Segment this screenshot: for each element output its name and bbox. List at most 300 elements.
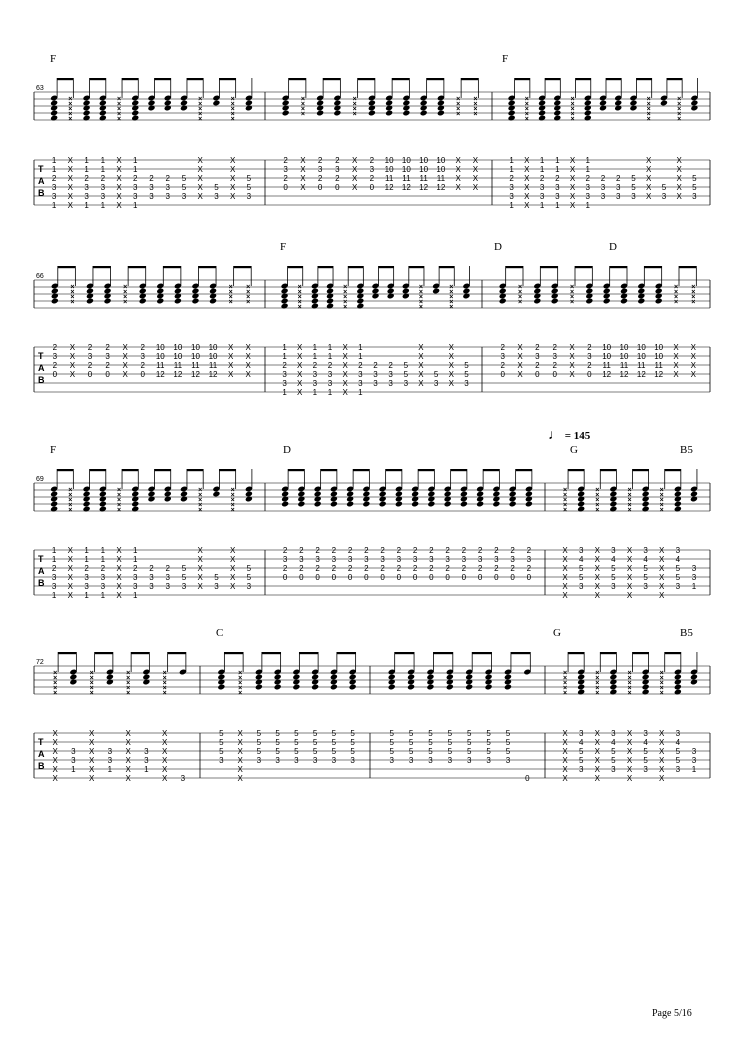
tab-fret: X xyxy=(455,174,461,183)
tab-fret: X xyxy=(646,156,652,165)
tab-fret: 2 xyxy=(87,343,93,352)
tab-fret: 3 xyxy=(275,756,280,765)
tab-fret: 3 xyxy=(133,582,138,591)
tab-fret: 2 xyxy=(317,174,323,183)
x-notehead: × xyxy=(116,111,122,118)
x-notehead: × xyxy=(646,96,651,103)
x-notehead: × xyxy=(230,96,235,103)
beam xyxy=(163,266,181,268)
notehead xyxy=(674,501,682,508)
tab-fret: X xyxy=(229,183,236,192)
tab-fret: X xyxy=(594,747,600,756)
tab-fret: 2 xyxy=(461,546,467,555)
notehead xyxy=(603,293,611,300)
notehead xyxy=(388,684,396,691)
x-notehead: × xyxy=(297,284,302,291)
beam xyxy=(427,78,444,80)
tab-fret: 0 xyxy=(477,573,483,582)
tab-fret: 3 xyxy=(611,765,616,774)
notehead xyxy=(642,689,650,696)
notehead xyxy=(437,110,445,117)
tab-fret: 3 xyxy=(149,183,154,192)
tab-fret: 0 xyxy=(335,183,340,192)
notehead xyxy=(642,506,650,513)
tab-fret: 5 xyxy=(350,729,355,738)
notehead xyxy=(620,298,628,305)
notehead xyxy=(209,298,217,305)
tab-fret: X xyxy=(524,201,530,210)
tab-fret: 3 xyxy=(214,192,219,201)
tab-fret: 5 xyxy=(464,370,469,379)
notehead xyxy=(508,100,516,107)
tab-fret: 3 xyxy=(165,192,170,201)
tab-fret: 5 xyxy=(611,564,616,573)
tab-fret: 2 xyxy=(445,564,450,573)
x-notehead: × xyxy=(230,487,235,494)
notehead xyxy=(437,100,445,107)
x-notehead: × xyxy=(569,284,575,291)
tab-fret: X xyxy=(116,192,122,201)
notehead xyxy=(642,684,650,691)
tab-fret: 2 xyxy=(429,564,434,573)
tab-fret: X xyxy=(52,756,58,765)
beam xyxy=(461,78,478,80)
x-notehead: × xyxy=(673,294,679,301)
x-notehead: × xyxy=(230,502,235,509)
x-notehead: × xyxy=(677,111,682,118)
notehead xyxy=(50,501,58,508)
notehead xyxy=(180,496,188,503)
notehead xyxy=(156,293,164,300)
notehead xyxy=(432,288,440,295)
notehead xyxy=(577,506,585,513)
tab-fret: X xyxy=(646,174,652,183)
tab-fret: 3 xyxy=(555,192,560,201)
tab-fret: 3 xyxy=(282,370,287,379)
tab-fret: 2 xyxy=(552,361,557,370)
tab-fret: X xyxy=(626,729,633,738)
notehead xyxy=(164,105,172,112)
tab-fret: X xyxy=(562,591,568,600)
tab-fret: 2 xyxy=(100,174,106,183)
tab-fret: 3 xyxy=(461,555,467,564)
tab-fret: 2 xyxy=(477,546,483,555)
tab-fret: X xyxy=(52,747,58,756)
notehead xyxy=(462,288,470,295)
tab-fret: 2 xyxy=(358,361,363,370)
tab-fret: 5 xyxy=(219,729,224,738)
beam xyxy=(337,652,356,654)
notehead xyxy=(311,288,319,295)
x-notehead: × xyxy=(238,670,243,677)
chord-label: F xyxy=(50,53,57,65)
tab-fret: X xyxy=(659,738,665,747)
tab-fret: X xyxy=(300,165,306,174)
tab-fret: 2 xyxy=(52,343,58,352)
tab-fret: 2 xyxy=(509,174,514,183)
beam xyxy=(633,652,649,654)
beam xyxy=(379,266,394,268)
beam xyxy=(289,78,306,80)
tab-clef: T xyxy=(38,554,44,564)
x-notehead: × xyxy=(126,680,131,687)
tab-fret: X xyxy=(88,747,95,756)
tab-fret: 0 xyxy=(317,183,323,192)
x-notehead: × xyxy=(198,116,203,123)
x-notehead: × xyxy=(449,289,454,296)
notehead xyxy=(326,293,334,300)
tab-fret: 2 xyxy=(149,174,154,183)
tab-fret: 11 xyxy=(156,361,165,370)
tab-fret: 3 xyxy=(219,756,224,765)
tab-fret: 0 xyxy=(429,573,434,582)
tab-fret: 3 xyxy=(691,756,697,765)
tab-fret: 2 xyxy=(84,174,89,183)
x-notehead: × xyxy=(517,294,523,301)
x-notehead: × xyxy=(68,101,73,108)
x-notehead: × xyxy=(595,680,600,687)
x-notehead: × xyxy=(563,670,568,677)
tab-fret: 2 xyxy=(282,546,288,555)
x-notehead: × xyxy=(116,101,122,108)
notehead xyxy=(164,496,172,503)
notehead xyxy=(599,105,607,112)
tab-fret: X xyxy=(562,564,568,573)
tab-fret: 3 xyxy=(52,352,58,361)
tab-fret: 1 xyxy=(282,388,287,397)
tab-fret: 2 xyxy=(369,174,375,183)
notehead xyxy=(637,288,645,295)
notehead xyxy=(509,501,517,508)
tab-fret: 0 xyxy=(461,573,467,582)
tab-fret: 3 xyxy=(181,582,187,591)
notehead xyxy=(388,679,396,686)
tab-fret: 1 xyxy=(100,156,106,165)
tab-fret: 3 xyxy=(373,379,378,388)
x-notehead: × xyxy=(627,670,632,677)
x-notehead: × xyxy=(563,680,568,687)
tab-fret: X xyxy=(125,738,131,747)
tab-fret: 5 xyxy=(403,370,409,379)
tab-fret: 2 xyxy=(165,174,170,183)
tab-fret: 3 xyxy=(692,192,697,201)
notehead xyxy=(131,110,139,117)
notehead xyxy=(212,100,220,107)
x-notehead: × xyxy=(198,492,203,499)
x-notehead: × xyxy=(691,284,696,291)
tab-fret: 12 xyxy=(436,183,446,192)
notehead xyxy=(191,298,199,305)
tab-fret: 1 xyxy=(585,165,590,174)
x-notehead: × xyxy=(116,502,122,509)
tab-fret: 0 xyxy=(140,370,145,379)
notehead xyxy=(446,679,454,686)
notehead xyxy=(362,501,370,508)
x-notehead: × xyxy=(691,289,696,296)
tab-fret: X xyxy=(67,555,74,564)
beam xyxy=(58,652,76,654)
notehead xyxy=(577,496,585,503)
tab-fret: 10 xyxy=(384,165,394,174)
tab-fret: X xyxy=(300,156,306,165)
tab-fret: X xyxy=(562,738,568,747)
x-notehead: × xyxy=(246,289,251,296)
tab-fret: 3 xyxy=(535,352,540,361)
tab-fret: 5 xyxy=(692,174,697,183)
beam xyxy=(633,469,649,471)
tab-fret: 1 xyxy=(84,201,89,210)
system-4 xyxy=(34,652,710,783)
x-notehead: × xyxy=(563,497,568,504)
notehead xyxy=(509,496,517,503)
tab-fret: X xyxy=(237,729,243,738)
tab-fret: 1 xyxy=(312,352,318,361)
notehead xyxy=(642,501,650,508)
tab-fret: X xyxy=(569,156,576,165)
notehead xyxy=(333,110,341,117)
tab-fret: X xyxy=(351,165,358,174)
x-notehead: × xyxy=(126,670,131,677)
notehead xyxy=(476,501,484,508)
notehead xyxy=(99,501,107,508)
notehead xyxy=(551,298,559,305)
tab-fret: 3 xyxy=(84,183,89,192)
beam xyxy=(386,469,402,471)
notehead xyxy=(156,288,164,295)
x-notehead: × xyxy=(627,497,632,504)
notehead xyxy=(83,501,91,508)
tab-fret: 2 xyxy=(616,174,621,183)
beam xyxy=(540,266,557,268)
tab-fret: 3 xyxy=(600,183,606,192)
tab-fret: 11 xyxy=(619,361,629,370)
notehead xyxy=(637,293,645,300)
notehead xyxy=(660,100,668,107)
tab-fret: X xyxy=(676,192,682,201)
tab-fret: 5 xyxy=(275,738,280,747)
tab-fret: 10 xyxy=(155,352,165,361)
x-notehead: × xyxy=(116,116,122,123)
tab-fret: 3 xyxy=(600,192,606,201)
notehead xyxy=(551,293,559,300)
beam xyxy=(358,78,375,80)
notehead xyxy=(131,501,139,508)
tab-fret: 2 xyxy=(364,546,369,555)
x-notehead: × xyxy=(68,492,73,499)
chord-label: G xyxy=(570,444,578,456)
tab-fret: 12 xyxy=(191,370,200,379)
chord-label: D xyxy=(283,444,291,456)
notehead xyxy=(485,684,493,691)
beam xyxy=(515,78,530,80)
notehead xyxy=(131,115,139,122)
tab-fret: X xyxy=(448,370,454,379)
notehead xyxy=(311,303,319,310)
tab-fret: X xyxy=(626,591,633,600)
tab-fret: X xyxy=(125,729,131,738)
tab-fret: X xyxy=(659,729,665,738)
notehead xyxy=(674,684,682,691)
notehead xyxy=(674,506,682,513)
x-notehead: × xyxy=(517,299,523,306)
notehead xyxy=(371,293,379,300)
tab-fret: X xyxy=(626,573,633,582)
notehead xyxy=(274,684,282,691)
notehead xyxy=(311,298,319,305)
tab-fret: 10 xyxy=(654,352,664,361)
tab-fret: 2 xyxy=(105,343,110,352)
tab-fret: 3 xyxy=(578,765,584,774)
notehead xyxy=(131,506,139,513)
notehead xyxy=(460,501,468,508)
notehead xyxy=(460,491,468,498)
tab-fret: 4 xyxy=(643,555,648,564)
tab-fret: 10 xyxy=(419,165,429,174)
notehead xyxy=(106,674,114,681)
tab-fret: 2 xyxy=(380,546,385,555)
tab-fret: 3 xyxy=(585,183,590,192)
tab-fret: X xyxy=(569,174,576,183)
notehead xyxy=(180,491,188,498)
tab-fret: 3 xyxy=(299,555,304,564)
notehead xyxy=(99,115,107,122)
tab-fret: 4 xyxy=(643,738,648,747)
tab-fret: X xyxy=(562,582,568,591)
notehead xyxy=(609,491,617,498)
notehead xyxy=(609,501,617,508)
tab-fret: X xyxy=(455,183,461,192)
notehead xyxy=(609,674,617,681)
chord-label: D xyxy=(494,241,502,253)
notehead xyxy=(504,679,512,686)
tab-fret: 5 xyxy=(611,573,616,582)
tab-fret: X xyxy=(161,756,168,765)
tab-fret: 11 xyxy=(384,174,394,183)
tab-fret: X xyxy=(122,352,128,361)
beam xyxy=(600,652,616,654)
tab-fret: X xyxy=(52,765,58,774)
tab-fret: X xyxy=(197,192,203,201)
x-notehead: × xyxy=(569,289,575,296)
tab-fret: X xyxy=(297,361,303,370)
notehead xyxy=(281,303,289,310)
tab-fret: X xyxy=(569,183,576,192)
tab-fret: 1 xyxy=(358,343,363,352)
notehead xyxy=(674,674,682,681)
x-notehead: × xyxy=(238,680,243,687)
tab-fret: X xyxy=(116,156,122,165)
notehead xyxy=(577,684,585,691)
tab-fret: X xyxy=(626,747,633,756)
x-notehead: × xyxy=(418,294,424,301)
tab-fret: 0 xyxy=(510,573,515,582)
tab-fret: X xyxy=(594,756,600,765)
tab-fret: 3 xyxy=(388,370,393,379)
tab-fret: 3 xyxy=(84,192,89,201)
tab-fret: 2 xyxy=(315,546,320,555)
tab-fret: 10 xyxy=(619,343,629,352)
tab-fret: 3 xyxy=(144,756,149,765)
tab-fret: X xyxy=(237,747,243,756)
notehead xyxy=(282,100,290,107)
notehead xyxy=(86,298,94,305)
notehead xyxy=(476,496,484,503)
notehead xyxy=(492,501,500,508)
tab-fret: X xyxy=(88,729,95,738)
tab-fret: 10 xyxy=(602,352,612,361)
tab-fret: X xyxy=(297,370,303,379)
tab-fret: 5 xyxy=(246,174,252,183)
tab-fret: X xyxy=(673,361,679,370)
x-notehead: × xyxy=(123,284,128,291)
notehead xyxy=(584,100,592,107)
x-notehead: × xyxy=(126,685,131,692)
notehead xyxy=(83,115,91,122)
tab-fret: X xyxy=(418,370,424,379)
notehead xyxy=(99,110,107,117)
notehead xyxy=(426,674,434,681)
notehead xyxy=(349,674,357,681)
tab-fret: X xyxy=(594,564,600,573)
tab-fret: X xyxy=(418,361,424,370)
notehead xyxy=(316,100,324,107)
notehead xyxy=(297,496,305,503)
tab-fret: X xyxy=(122,343,128,352)
tab-fret: 2 xyxy=(331,546,337,555)
tab-fret: X xyxy=(125,756,131,765)
tab-fret: 3 xyxy=(246,582,252,591)
tab-fret: 1 xyxy=(100,546,106,555)
notehead xyxy=(427,496,435,503)
tab-fret: 1 xyxy=(100,165,106,174)
tab-fret: X xyxy=(626,774,633,783)
tab-fret: 12 xyxy=(173,370,183,379)
tab-fret: 3 xyxy=(691,573,697,582)
tab-fret: X xyxy=(517,343,523,352)
tab-fret: 5 xyxy=(389,729,394,738)
notehead xyxy=(533,288,541,295)
tab-fret: 5 xyxy=(408,729,414,738)
notehead xyxy=(131,496,139,503)
tab-fret: X xyxy=(116,582,122,591)
x-notehead: × xyxy=(300,101,305,108)
tab-fret: X xyxy=(690,352,697,361)
tab-fret: 1 xyxy=(358,388,363,397)
tab-fret: 1 xyxy=(555,156,560,165)
beam xyxy=(575,266,592,268)
tab-fret: 2 xyxy=(312,361,318,370)
tab-fret: 2 xyxy=(526,546,532,555)
tab-fret: 3 xyxy=(364,555,369,564)
notehead xyxy=(50,110,58,117)
tab-fret: X xyxy=(342,352,348,361)
tab-fret: X xyxy=(448,352,454,361)
notehead xyxy=(292,684,300,691)
notehead xyxy=(427,491,435,498)
tab-fret: X xyxy=(197,573,203,582)
tab-fret: X xyxy=(418,379,424,388)
tab-fret: X xyxy=(67,156,74,165)
notehead xyxy=(402,293,410,300)
tab-fret: 3 xyxy=(327,379,333,388)
tab-fret: 0 xyxy=(552,370,557,379)
tab-fret: 2 xyxy=(347,546,353,555)
tab-fret: 0 xyxy=(494,573,499,582)
tab-fret: 3 xyxy=(510,555,515,564)
tab-fret: 0 xyxy=(587,370,592,379)
tab-fret: X xyxy=(197,174,203,183)
tab-fret: 5 xyxy=(578,747,584,756)
